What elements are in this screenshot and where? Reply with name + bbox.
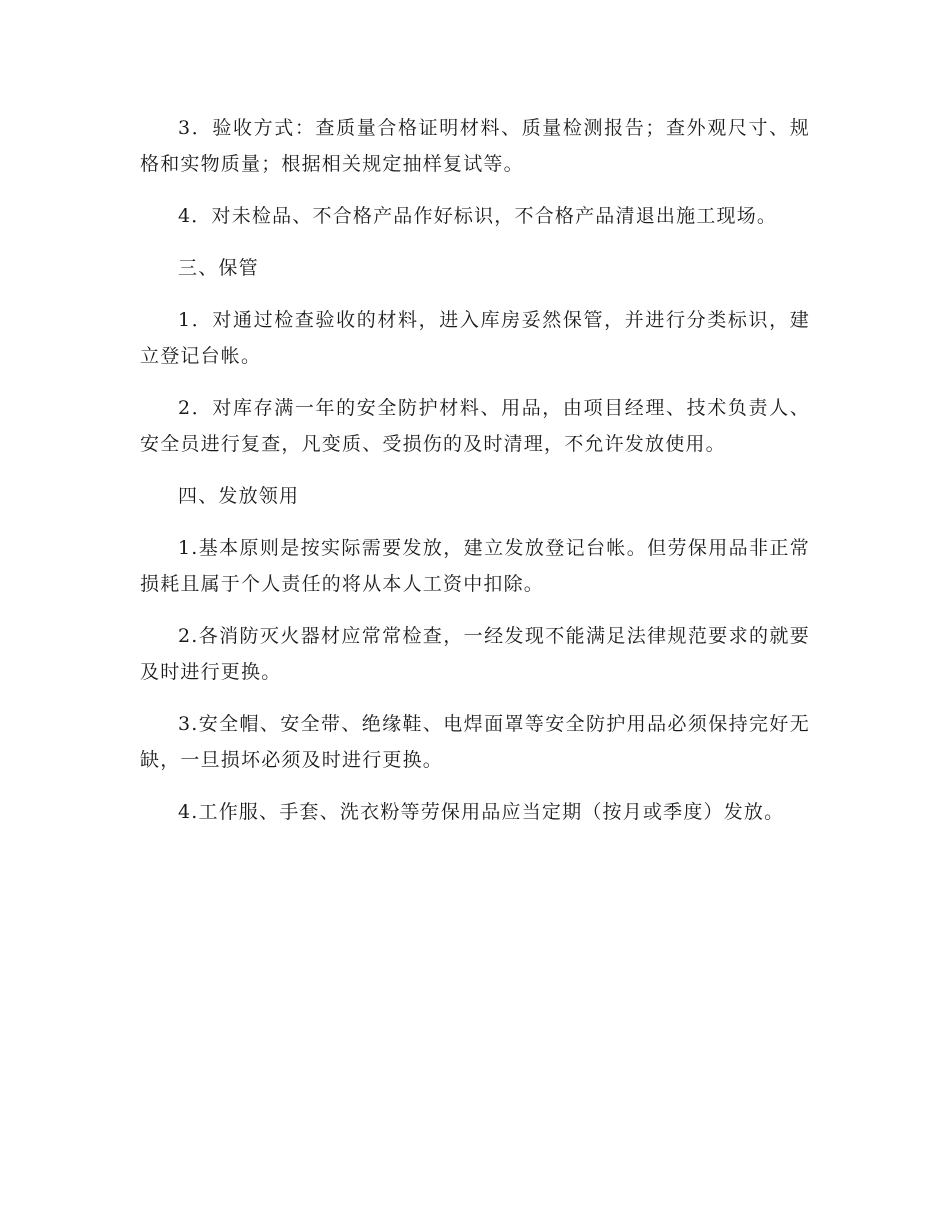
paragraph-acceptance-method: 3．验收方式：查质量合格证明材料、质量检测报告；查外观尺寸、规格和实物质量；根据相关规定抽样复试等。 xyxy=(140,117,810,175)
paragraph-distribution-1: 1.基本原则是按实际需要发放，建立发放登记台帐。但劳保用品非正常损耗且属于个人责任的将从本人工资中扣除。 xyxy=(140,537,810,595)
section-heading-storage: 三、保管 xyxy=(178,257,259,279)
document-body xyxy=(140,110,810,846)
paragraph-storage-1: 1．对通过检查验收的材料，进入库房妥然保管，并进行分类标识，建立登记台帐。 xyxy=(140,309,810,367)
paragraph-storage-2: 2．对库存满一年的安全防护材料、用品，由项目经理、技术负责人、安全员进行复查，凡变质、受损伤的及时清理，不允许发放使用。 xyxy=(140,397,810,455)
paragraph-distribution-4: 4.工作服、手套、洗衣粉等劳保用品应当定期（按月或季度）发放。 xyxy=(178,801,785,823)
paragraph-unqualified-products: 4．对未检品、不合格产品作好标识，不合格产品清退出施工现场。 xyxy=(178,205,778,227)
paragraph-distribution-2: 2.各消防灭火器材应常常检查，一经发现不能满足法律规范要求的就要及时进行更换。 xyxy=(140,625,810,683)
paragraph-distribution-3: 3.安全帽、安全带、绝缘鞋、电焊面罩等安全防护用品必须保持完好无缺，一旦损坏必须及时进行更换。 xyxy=(140,713,810,771)
section-heading-distribution: 四、发放领用 xyxy=(178,485,300,507)
